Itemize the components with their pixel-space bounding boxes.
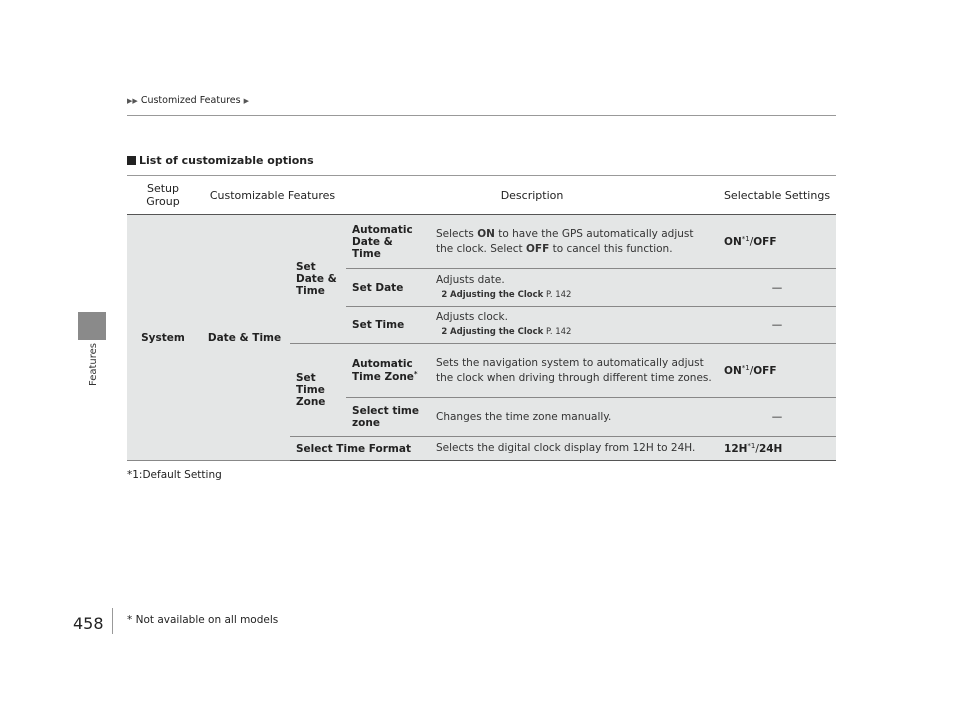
setting-select-time-zone: —: [718, 398, 836, 437]
description-set-time: Adjusts clock. 2 Adjusting the Clock P. 142: [430, 307, 718, 344]
header-rule: [127, 115, 836, 116]
header-customizable-features: Customizable Features: [199, 176, 346, 215]
default-setting-footnote: *1:Default Setting: [127, 469, 222, 481]
feature-set-date: Set Date: [346, 269, 430, 307]
description-automatic-date-time: Selects ON to have the GPS automatically adjust the clock. Select OFF to cancel this function.: [430, 215, 718, 269]
square-bullet-icon: [127, 156, 136, 165]
description-select-time-format: Selects the digital clock display from 12H to 24H.: [430, 437, 718, 461]
xref-link[interactable]: 2 Adjusting the Clock P. 142: [441, 289, 572, 300]
breadcrumb-arrow-icon: ▶▶: [127, 97, 138, 105]
header-selectable-settings: Selectable Settings: [718, 176, 836, 215]
header-setup-group: Setup Group: [127, 176, 199, 215]
footer-divider: [112, 608, 113, 634]
xref-arrow-icon: 2: [441, 327, 448, 337]
customization-table: [127, 175, 836, 461]
description-select-time-zone: Changes the time zone manually.: [430, 398, 718, 437]
description-automatic-time-zone: Sets the navigation system to automatically adjust the clock when driving through different time zones.: [430, 344, 718, 398]
subgroup-date-time: Date & Time: [199, 215, 290, 461]
feature-select-time-format: Select Time Format: [290, 437, 430, 461]
feature-select-time-zone: Select time zone: [346, 398, 430, 437]
group-system: System: [127, 215, 199, 461]
description-set-date: Adjusts date. 2 Adjusting the Clock P. 142: [430, 269, 718, 307]
setting-automatic-date-time: ON$^{*1}$/OFF: [718, 215, 836, 269]
setting-set-time: —: [718, 307, 836, 344]
setting-select-time-format: $12H^{*1}/24H$: [718, 437, 836, 461]
chapter-label: Features: [88, 343, 99, 386]
header-description: Description: [346, 176, 718, 215]
breadcrumb-label: Customized Features: [140, 95, 241, 106]
feature-automatic-date-time: Automatic Date & Time: [346, 215, 430, 269]
page-number: 458: [73, 614, 104, 633]
table-row: [127, 215, 836, 269]
breadcrumb[interactable]: [127, 95, 249, 106]
xref-link[interactable]: 2 Adjusting the Clock P. 142: [441, 327, 572, 337]
availability-note: * Not available on all models: [127, 614, 279, 626]
section-title: List of customizable options: [127, 154, 314, 167]
feature-set-time: Set Time: [346, 307, 430, 344]
table-header-row: [127, 176, 836, 215]
feature-automatic-time-zone: Automatic Time Zone*: [346, 344, 430, 398]
set-time-zone-group: Set Time Zone: [290, 344, 346, 437]
set-date-time-group: Set Date & Time: [290, 215, 346, 344]
setting-automatic-time-zone: ON$^{*1}$/OFF: [718, 344, 836, 398]
setting-set-date: —: [718, 269, 836, 307]
xref-arrow-icon: 2: [441, 289, 448, 300]
chapter-tab: [78, 312, 106, 340]
breadcrumb-arrow-icon: ▶: [243, 97, 249, 105]
